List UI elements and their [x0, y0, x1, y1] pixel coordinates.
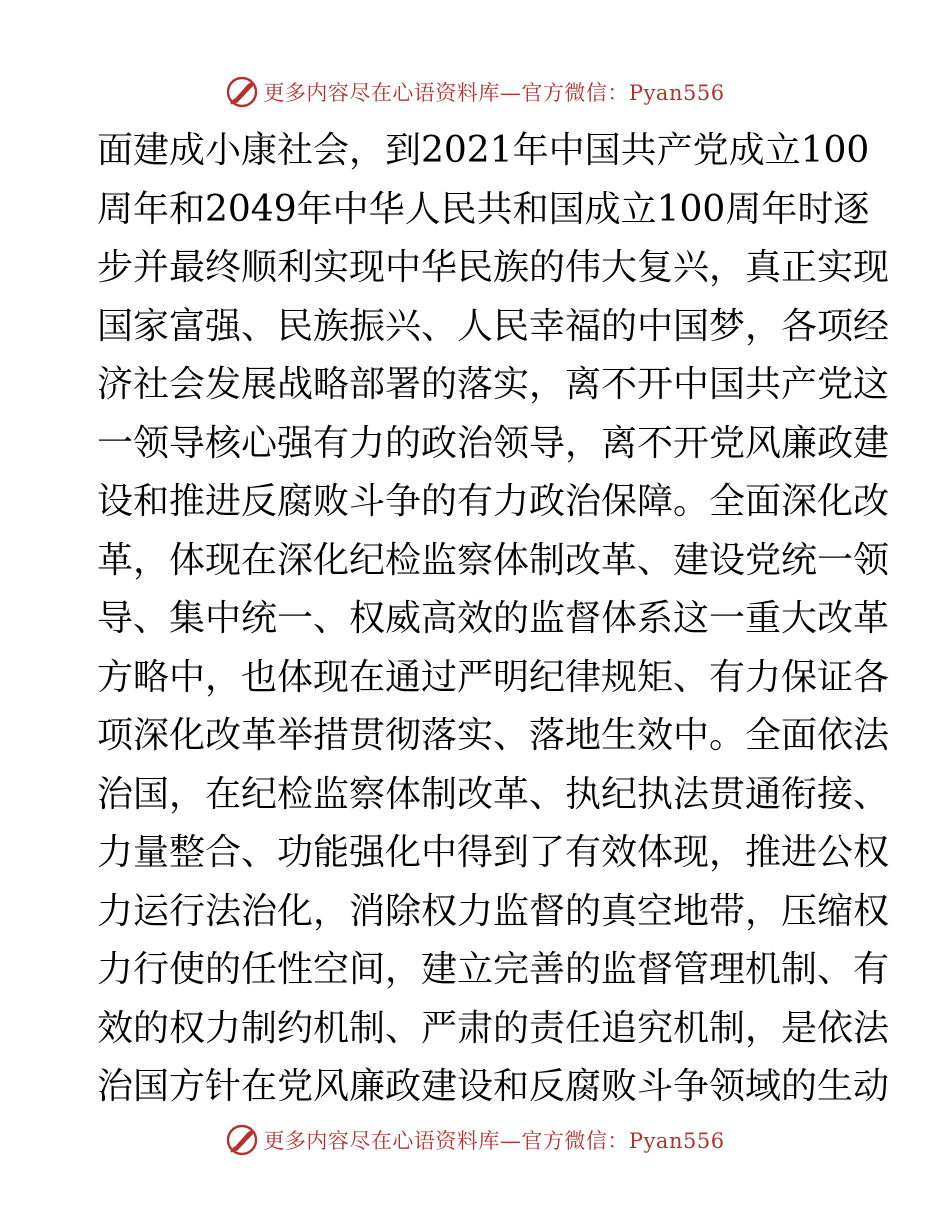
banner-main-text: 更多内容尽在心语资料库 — [263, 81, 500, 105]
quill-pen-circle-icon — [225, 1123, 259, 1157]
text-line: 周年和2049年中华人民共和国成立100周年时逐 — [97, 188, 870, 230]
banner-text — [263, 1125, 724, 1155]
text-line: 济社会发展战略部署的落实，离不开中国共产党这 — [97, 364, 890, 405]
quill-pen-circle-icon — [225, 75, 259, 109]
header-banner — [0, 72, 950, 112]
banner-main-text: 更多内容尽在心语资料库 — [263, 1129, 500, 1153]
text-line: 治国方针在党风廉政建设和反腐败斗争领域的生动 — [97, 1066, 890, 1107]
text-line: 导、集中统一、权威高效的监督体系这一重大改革 — [97, 598, 890, 639]
text-line: 设和推进反腐败斗争的有力政治保障。全面深化改 — [97, 481, 890, 522]
banner-dash: — — [499, 1129, 522, 1153]
text-line: 力行使的任性空间，建立完善的监督管理机制、有 — [97, 949, 890, 990]
text-line: 治国，在纪检监察体制改革、执纪执法贯通衔接、 — [97, 773, 890, 815]
text-line: 项深化改革举措贯彻落实、落地生效中。全面依法 — [97, 715, 890, 756]
text-line: 力量整合、功能强化中得到了有效体现，推进公权 — [97, 832, 890, 873]
text-line: 力运行法治化，消除权力监督的真空地带，压缩权 — [97, 890, 890, 932]
banner-text — [263, 77, 724, 107]
banner-dash: — — [499, 81, 522, 105]
text-line: 效的权力制约机制、严肃的责任追究机制，是依法 — [97, 1007, 890, 1049]
text-line: 革，体现在深化纪检监察体制改革、建设党统一领 — [97, 539, 890, 581]
footer-banner — [0, 1120, 950, 1160]
banner-contact-text: 官方微信：Pyan556 — [521, 1129, 725, 1153]
text-line: 一领导核心强有力的政治领导，离不开党风廉政建 — [97, 422, 890, 464]
text-line: 国家富强、民族振兴、人民幸福的中国梦，各项经 — [97, 305, 890, 347]
text-line: 面建成小康社会，到2021年中国共产党成立100 — [97, 130, 870, 171]
document-body — [97, 122, 890, 1117]
text-line: 步并最终顺利实现中华民族的伟大复兴，真正实现 — [97, 247, 890, 288]
text-line: 方略中，也体现在通过严明纪律规矩、有力保证各 — [97, 656, 890, 698]
banner-contact-text: 官方微信：Pyan556 — [521, 81, 725, 105]
